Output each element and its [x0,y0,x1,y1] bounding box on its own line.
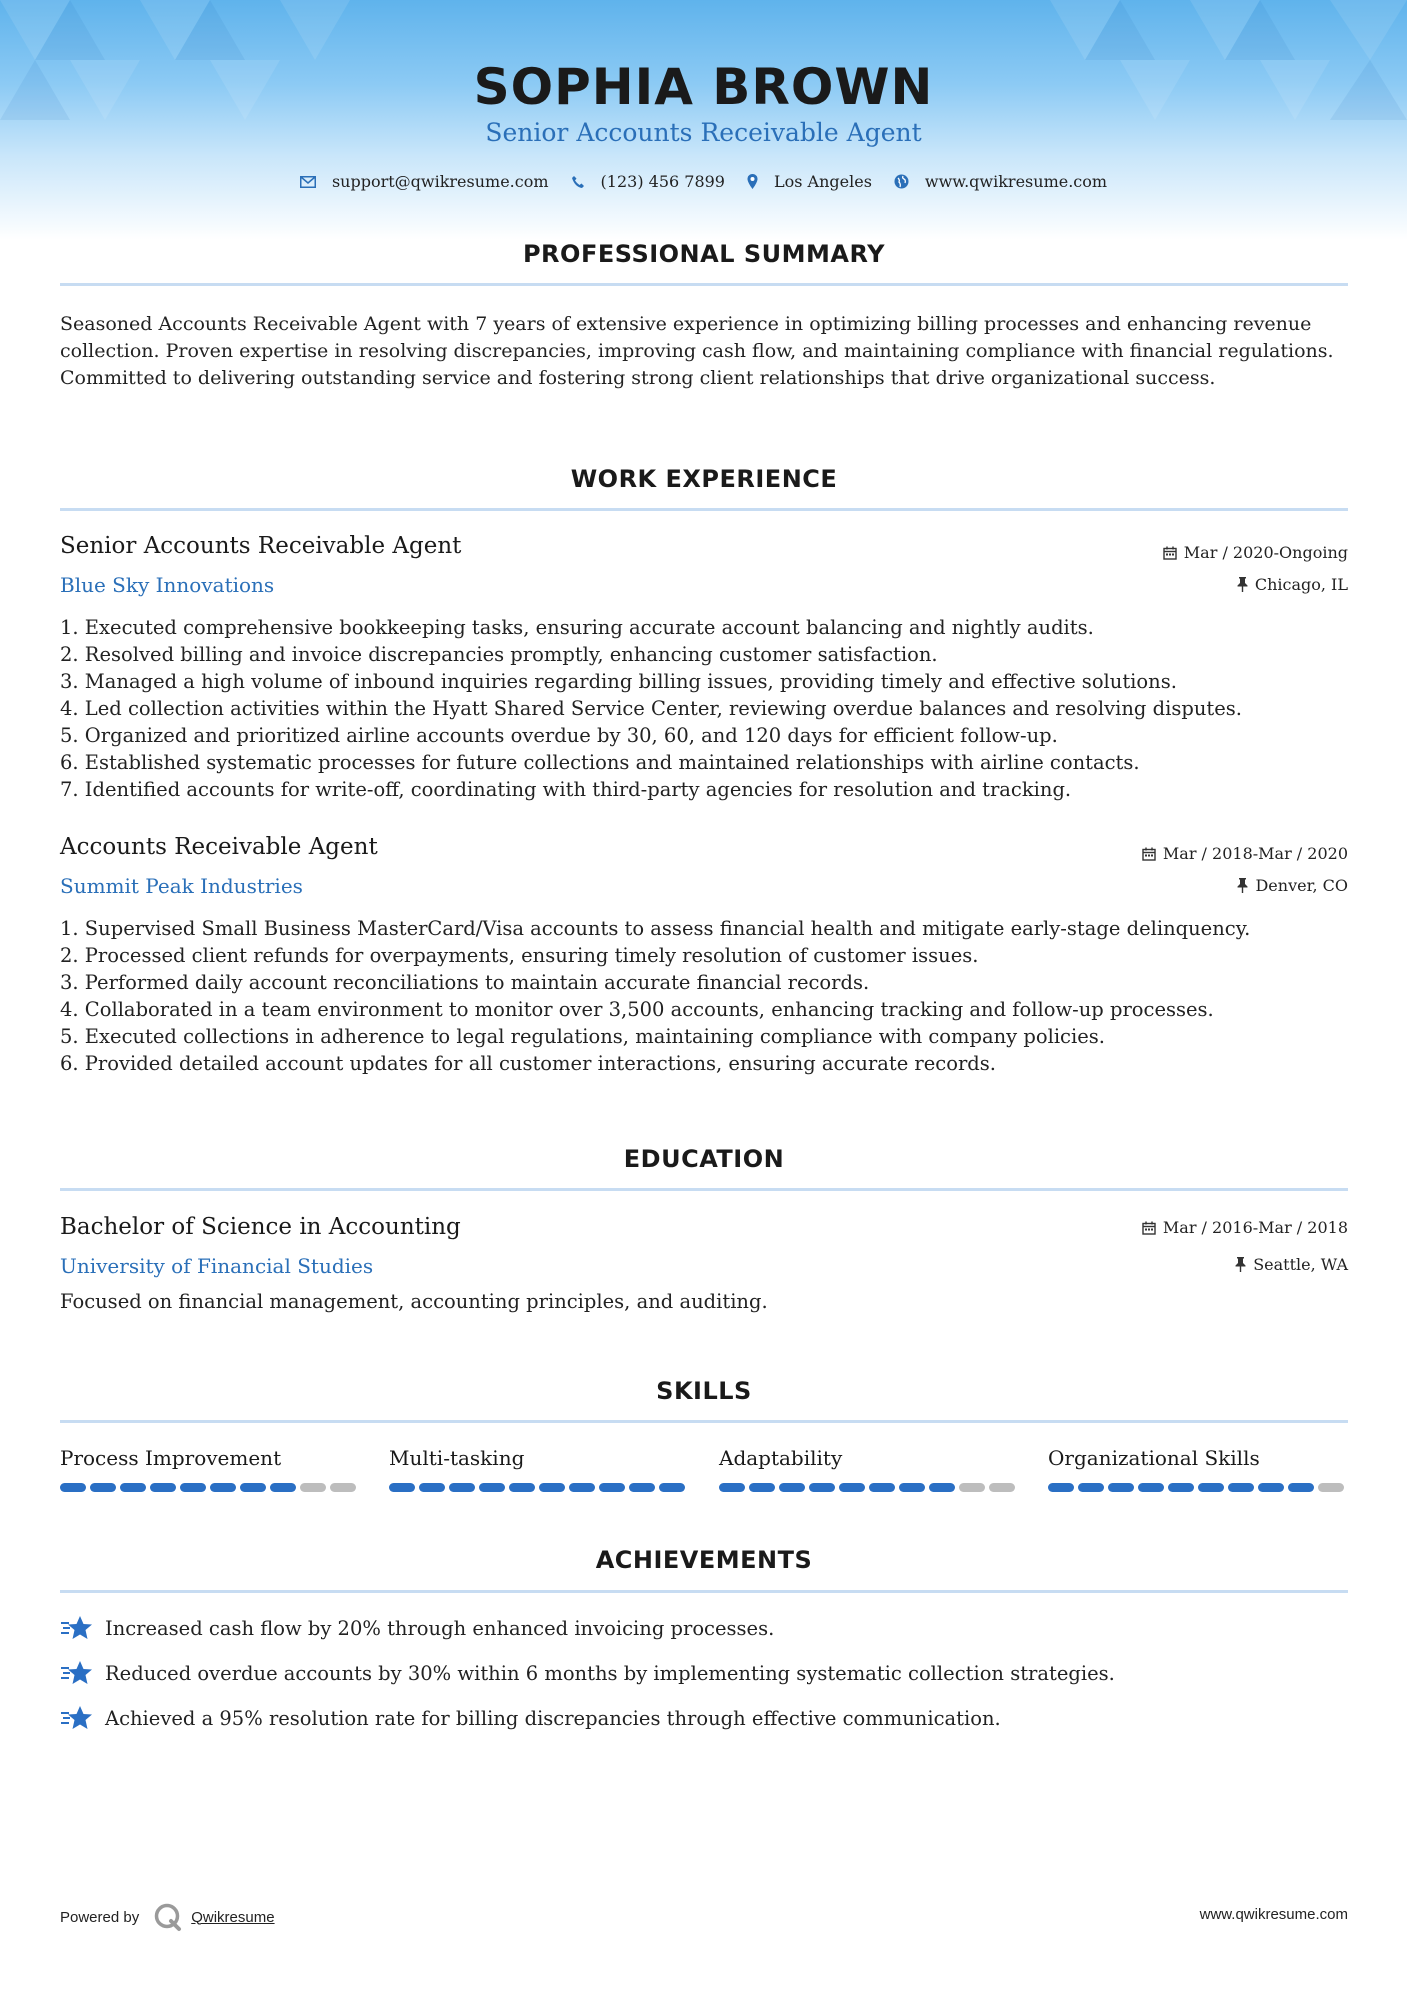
achievement-text: Reduced overdue accounts by 30% within 6 months by implementing systematic collection strategies. [105,1661,1115,1685]
skill-segment-empty [959,1483,985,1492]
skill-name: Organizational Skills [1048,1446,1260,1470]
skills-grid [60,1446,1348,1496]
list-item: 2. Processed client refunds for overpayments, ensuring timely resolution of customer issues. [60,944,979,967]
list-item: 6. Established systematic processes for future collections and maintained relationships with airline contacts. [60,751,1140,774]
skill-segment-filled [210,1483,236,1492]
header-banner [0,0,1407,240]
qwikresume-logo-icon [153,1902,183,1932]
job-bullets [60,915,1348,1077]
star-icon [60,1614,93,1642]
education-dates-text: Mar / 2016-Mar / 2018 [1162,1218,1348,1237]
skill-segment-filled [629,1483,655,1492]
skill-level-bar [719,1483,1019,1492]
skill-segment-empty [989,1483,1015,1492]
skill-segment-filled [389,1483,415,1492]
contact-location [747,172,872,191]
skill-segment-filled [779,1483,805,1492]
skill-segment-filled [240,1483,266,1492]
skill-segment-filled [899,1483,925,1492]
star-icon [60,1704,93,1732]
achievements-divider [60,1590,1348,1593]
calendar-icon [1142,847,1156,861]
job-dates [1142,844,1348,863]
powered-by-label: Powered by [60,1908,140,1926]
calendar-icon [1163,546,1177,560]
summary-heading: PROFESSIONAL SUMMARY [522,240,886,268]
calendar-icon [1142,1221,1156,1235]
job-bullets [60,614,1348,803]
candidate-title: Senior Accounts Receivable Agent [485,118,922,147]
achievement-item [60,1659,1115,1687]
list-item: 4. Collaborated in a team environment to monitor over 3,500 accounts, enhancing tracking and follow-up processes. [60,998,1214,1021]
skills-heading: SKILLS [656,1377,752,1405]
skill-segment-empty [1318,1483,1344,1492]
education-location-text: Seattle, WA [1253,1255,1348,1274]
skill-segment-filled [270,1483,296,1492]
job-title: Senior Accounts Receivable Agent [60,533,462,559]
experience-divider [60,508,1348,511]
skill-item [389,1446,688,1470]
job-dates [1163,543,1348,562]
skill-segment-filled [1138,1483,1164,1492]
school-name: University of Financial Studies [60,1254,374,1278]
education-divider [60,1188,1348,1191]
pushpin-icon [1237,878,1248,893]
job-title: Accounts Receivable Agent [60,834,378,860]
pushpin-icon [1237,577,1248,592]
skill-level-bar [389,1483,689,1492]
achievements-heading: ACHIEVEMENTS [595,1546,813,1574]
list-item: 5. Executed collections in adherence to legal regulations, maintaining compliance with company policies. [60,1025,1105,1048]
skill-segment-filled [449,1483,475,1492]
star-icon [60,1659,93,1687]
contact-website[interactable] [894,172,1107,191]
contact-email[interactable] [300,172,549,191]
skill-item [719,1446,1018,1470]
skill-segment-empty [330,1483,356,1492]
skill-item [60,1446,359,1470]
footer-website-link[interactable]: www.qwikresume.com [1199,1906,1348,1923]
phone-icon [571,175,585,189]
list-item: 1. Supervised Small Business MasterCard/Visa accounts to assess financial health and mitigate early-stage delinquency. [60,917,1251,940]
contact-website-text: www.qwikresume.com [924,172,1108,191]
company-name: Blue Sky Innovations [60,573,275,597]
contact-phone[interactable] [571,172,725,191]
job-dates-text: Mar / 2018-Mar / 2020 [1162,844,1348,863]
experience-heading: WORK EXPERIENCE [570,465,838,493]
skill-segment-filled [1168,1483,1194,1492]
globe-icon [894,174,909,189]
list-item: 4. Led collection activities within the Hyatt Shared Service Center, reviewing overdue balances and resolving disputes. [60,697,1242,720]
skill-segment-filled [419,1483,445,1492]
skill-segment-filled [1288,1483,1314,1492]
skill-name: Adaptability [719,1446,843,1470]
candidate-name: SOPHIA BROWN [473,58,934,116]
skill-name: Multi-tasking [389,1446,525,1470]
skill-segment-filled [90,1483,116,1492]
skill-segment-filled [839,1483,865,1492]
footer-powered-by [60,1902,275,1932]
job-location [1237,876,1348,895]
skill-segment-filled [1108,1483,1134,1492]
skill-segment-filled [749,1483,775,1492]
skill-segment-filled [1258,1483,1284,1492]
skill-segment-filled [509,1483,535,1492]
achievement-text: Increased cash flow by 20% through enhanced invoicing processes. [105,1616,775,1640]
education-dates [1142,1218,1348,1237]
list-item: 6. Provided detailed account updates for all customer interactions, ensuring accurate records. [60,1052,996,1075]
skill-segment-filled [1048,1483,1074,1492]
education-location [1235,1255,1348,1274]
achievement-text: Achieved a 95% resolution rate for billing discrepancies through effective communication. [105,1706,1001,1730]
skills-divider [60,1420,1348,1423]
contact-phone-text: (123) 456 7899 [600,172,725,191]
summary-text: Seasoned Accounts Receivable Agent with 7 years of extensive experience in optimizing billing processes and enhancing revenue collection. Proven expertise in resolving discrepancies, improving cash flow, and maintaining compliance with financial regulations. Committed to delivering outstanding service and fostering strong client relationships that drive organizational success. [60,313,1334,389]
skill-segment-filled [1078,1483,1104,1492]
skill-level-bar [60,1483,360,1492]
skill-segment-filled [150,1483,176,1492]
education-heading: EDUCATION [623,1145,785,1173]
skill-segment-filled [539,1483,565,1492]
skill-segment-filled [929,1483,955,1492]
skill-segment-filled [120,1483,146,1492]
list-item: 3. Managed a high volume of inbound inquiries regarding billing issues, providing timely and effective solutions. [60,670,1177,693]
skill-segment-filled [180,1483,206,1492]
pushpin-icon [1235,1257,1246,1272]
contact-location-text: Los Angeles [773,172,872,191]
list-item: 1. Executed comprehensive bookkeeping tasks, ensuring accurate account balancing and nightly audits. [60,616,1094,639]
skill-level-bar [1048,1483,1348,1492]
skill-segment-filled [869,1483,895,1492]
company-name: Summit Peak Industries [60,874,303,898]
skill-segment-filled [659,1483,685,1492]
map-marker-icon [747,174,758,189]
skill-segment-empty [300,1483,326,1492]
skill-segment-filled [809,1483,835,1492]
list-item: 7. Identified accounts for write-off, coordinating with third-party agencies for resolution and tracking. [60,778,1072,801]
summary-divider [60,283,1348,286]
skill-segment-filled [1228,1483,1254,1492]
skill-item [1048,1446,1347,1470]
skill-name: Process Improvement [60,1446,282,1470]
skill-segment-filled [599,1483,625,1492]
skill-segment-filled [719,1483,745,1492]
qwikresume-link[interactable]: Qwikresume [191,1908,275,1926]
achievement-item [60,1704,1001,1732]
job-location-text: Denver, CO [1255,876,1348,895]
skill-segment-filled [60,1483,86,1492]
contact-email-text: support@qwikresume.com [331,172,549,191]
achievement-item [60,1614,774,1642]
list-item: 3. Performed daily account reconciliations to maintain accurate financial records. [60,971,870,994]
education-description: Focused on financial management, accounting principles, and auditing. [60,1290,768,1313]
list-item: 2. Resolved billing and invoice discrepancies promptly, enhancing customer satisfaction. [60,643,938,666]
job-location-text: Chicago, IL [1254,575,1348,594]
degree-title: Bachelor of Science in Accounting [60,1214,461,1240]
job-location [1237,575,1348,594]
job-dates-text: Mar / 2020-Ongoing [1183,543,1348,562]
skill-segment-filled [1198,1483,1224,1492]
skill-segment-filled [569,1483,595,1492]
contact-bar [0,172,1407,191]
envelope-icon [300,176,316,188]
list-item: 5. Organized and prioritized airline accounts overdue by 30, 60, and 120 days for efficient follow-up. [60,724,1058,747]
skill-segment-filled [479,1483,505,1492]
